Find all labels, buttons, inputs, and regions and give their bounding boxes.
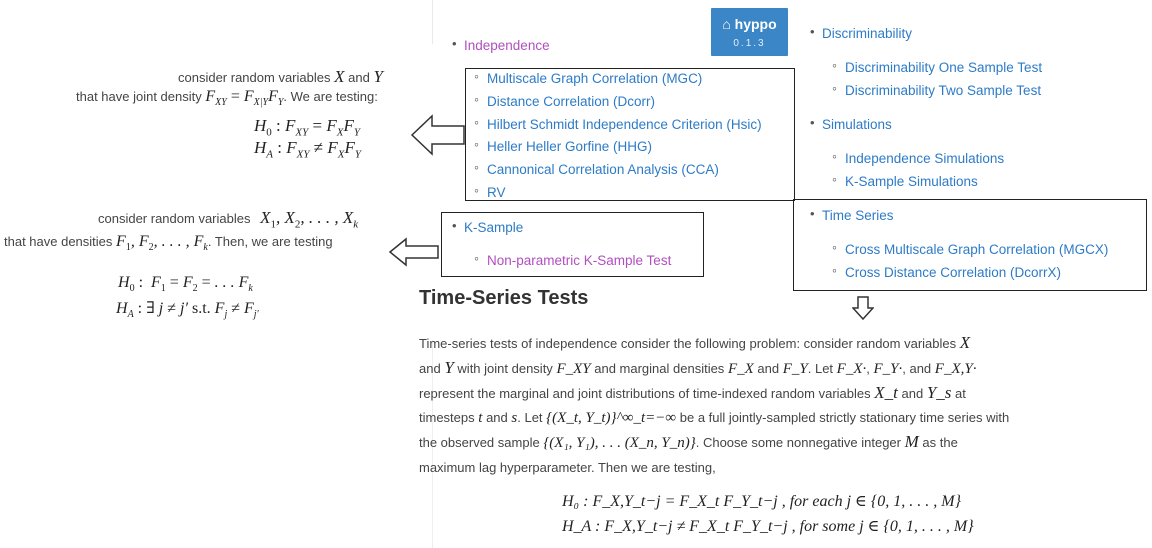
nav-link[interactable]: Distance Correlation (Dcorr) (487, 94, 656, 109)
para-text: be a full jointly-sampled strictly stationary time series with (679, 409, 1010, 425)
nav-discriminability[interactable] (822, 25, 912, 43)
ksample-h0: $H_0$ : $F_1 = F_2$ = . . . $F_k$ (118, 274, 253, 295)
logo-name (711, 8, 788, 32)
timeseries-ha: H_A : F_X,Y_t−j ≠ F_X_t F_Y_t−j , for some j ∈ {0, 1, . . . , M} (562, 518, 974, 535)
nav-link[interactable]: Discriminability One Sample Test (845, 60, 1043, 75)
para-text: and (486, 409, 508, 425)
math-inline: M (904, 432, 919, 452)
nav-simulations[interactable] (822, 116, 892, 134)
nav-ksample[interactable] (464, 219, 523, 237)
math-inline: Y_s (926, 383, 952, 403)
para-text: and (757, 360, 780, 376)
nav-item-mgc[interactable] (487, 70, 702, 88)
ksample-note-line1 (98, 208, 358, 230)
para-text: as the (922, 435, 958, 451)
math-joint-density: $F_{XY} = F_{X|Y}F_Y$ (205, 88, 284, 109)
nav-independence[interactable] (464, 37, 550, 55)
para-line (419, 381, 1049, 406)
nav-item-rv[interactable] (487, 184, 506, 202)
note-text: and (348, 70, 370, 85)
para-text: timesteps (419, 409, 475, 425)
math-inline: F_XY (556, 360, 591, 377)
nav-item-cca[interactable] (487, 161, 719, 179)
nav-item-mgcx[interactable] (845, 241, 1108, 259)
nav-item-dcorr[interactable] (487, 93, 655, 111)
para-text: and (419, 360, 441, 376)
para-text: . Choose some nonnegative integer (695, 435, 901, 451)
math-inline: {(X₁, Y₁), . . . (X_n, Y_n)} (543, 435, 696, 452)
left-arrow-icon (388, 236, 440, 268)
note-text: . We are testing: (283, 89, 378, 104)
nav-link[interactable]: RV (487, 185, 506, 200)
note-text: consider random variables (178, 70, 331, 85)
logo-text: hyppo (734, 16, 777, 32)
math-inline: X (959, 333, 971, 352)
para-text: , and (902, 360, 932, 376)
independence-h0: $H_0$ : $F_{XY} = F_XF_Y$ (254, 116, 360, 139)
nav-item-dcorrx[interactable] (845, 264, 1061, 282)
nav-timeseries[interactable] (822, 207, 894, 225)
hyppo-logo[interactable] (711, 8, 788, 56)
para-line (419, 406, 1049, 431)
para-text: , (866, 360, 870, 376)
nav-item-hsic[interactable] (487, 116, 762, 134)
nav-link[interactable]: Discriminability Two Sample Test (845, 83, 1042, 98)
nav-link[interactable]: Hilbert Schmidt Independence Criterion (Hsic) (487, 117, 762, 132)
para-line (419, 430, 1049, 456)
para-text: at (955, 386, 966, 402)
math-inline: F_X,Y· (934, 360, 977, 377)
timeseries-paragraph (419, 331, 1049, 480)
para-text: the observed sample (419, 435, 540, 451)
math-inline: X_t (874, 383, 898, 403)
home-icon: ⌂ (722, 16, 731, 32)
nav-item-ksample-test[interactable] (487, 252, 671, 270)
math-inline: F_Y (782, 360, 808, 377)
ksample-note-line2 (4, 233, 333, 253)
nav-item-ksample-sims[interactable] (845, 173, 978, 191)
nav-label[interactable]: Discriminability (822, 26, 913, 41)
math-inline: Y (444, 357, 454, 377)
note-text: . Then, we are testing (207, 234, 333, 249)
nav-label[interactable]: Time Series (822, 208, 894, 223)
nav-link[interactable]: Cross Multiscale Graph Correlation (MGCX) (845, 242, 1109, 257)
left-arrow-icon (410, 113, 466, 157)
math-y: Y (373, 67, 383, 86)
math-inline: t (478, 409, 483, 426)
nav-link[interactable]: Cross Distance Correlation (DcorrX) (845, 265, 1062, 280)
math-inline: F_Y· (873, 360, 903, 377)
nav-label[interactable]: Simulations (822, 117, 892, 132)
section-heading: Time-Series Tests (419, 287, 589, 309)
para-line (419, 456, 1049, 480)
math-inline: F_X (727, 360, 754, 377)
nav-item-disc-one[interactable] (845, 59, 1042, 77)
nav-item-indep-sims[interactable] (845, 150, 1004, 168)
note-text: consider random variables (98, 211, 251, 226)
nav-link[interactable]: K-Sample Simulations (845, 174, 978, 189)
math-x: X (334, 67, 345, 86)
nav-item-hhg[interactable] (487, 138, 652, 156)
nav-label[interactable]: K-Sample (464, 220, 524, 235)
para-text: represent the marginal and joint distributions of time-indexed random variables (419, 386, 871, 402)
math-inline: s (511, 409, 518, 426)
logo-version: 0.1.3 (733, 38, 766, 49)
down-arrow-icon (852, 296, 874, 320)
independence-ha: $H_A$ : $F_{XY} \ne F_XF_Y$ (254, 138, 361, 161)
ksample-ha: $H_A$ : ∃ j ≠ j′ s.t. $F_j \ne F_{j'}$ (116, 300, 259, 321)
note-text: that have densities (4, 234, 113, 249)
nav-link[interactable]: Multiscale Graph Correlation (MGC) (487, 71, 703, 86)
para-text: maximum lag hyperparameter. Then we are testing, (419, 459, 716, 475)
math-inline: F_X· (836, 360, 867, 377)
para-text: . Let (807, 360, 834, 376)
nav-item-disc-two[interactable] (845, 82, 1041, 100)
para-line (419, 331, 1049, 356)
para-text: and (901, 386, 924, 402)
math-ksample-densities: $F_1$, $F_2$, . . . , $F_k$ (116, 233, 208, 254)
independence-note-line2 (76, 88, 378, 108)
para-text: . Let (517, 409, 543, 425)
math-inline: {(X_t, Y_t)}^∞_t=−∞ (546, 409, 677, 426)
timeseries-h0: H₀ : F_X,Y_t−j = F_X_t F_Y_t−j , for each j ∈ {0, 1, . . . , M} (562, 493, 962, 510)
nav-link[interactable]: Non-parametric K-Sample Test (487, 253, 672, 268)
nav-link[interactable]: Independence Simulations (845, 151, 1005, 166)
para-text: with joint density (457, 360, 553, 376)
para-line (419, 356, 1049, 382)
independence-note-line1 (178, 67, 383, 87)
nav-label[interactable]: Independence (464, 38, 550, 53)
nav-link[interactable]: Heller Heller Gorfine (HHG) (487, 139, 653, 154)
para-text: Time-series tests of independence consider the following problem: consider random variables (419, 336, 957, 351)
note-text: that have joint density (76, 89, 202, 104)
nav-link[interactable]: Cannonical Correlation Analysis (CCA) (487, 162, 719, 177)
para-text: and marginal densities (594, 360, 725, 376)
math-ksample-vars: $X_1$, $X_2$, . . . , $X_k$ (260, 208, 359, 231)
